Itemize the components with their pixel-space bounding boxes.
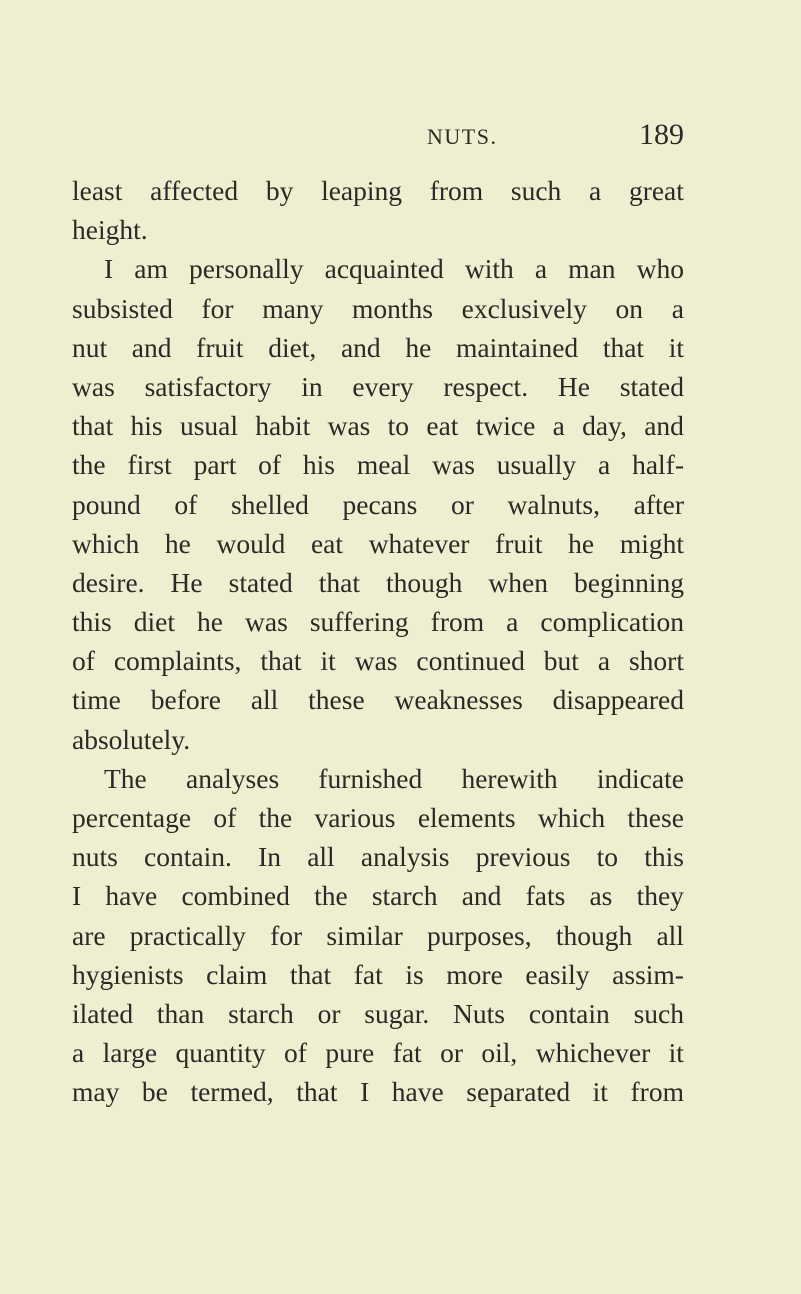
- text-line: pound of shelled pecans or walnuts, after: [72, 488, 684, 520]
- page-number: 189: [639, 118, 684, 151]
- text-line: least affected by leaping from such a great: [72, 175, 684, 206]
- text-line: the first part of his meal was usually a half-: [72, 449, 684, 481]
- text-line: nuts contain. In all analysis previous to this: [72, 841, 684, 873]
- text-line: height.: [72, 214, 148, 246]
- text-line: are practically for similar purposes, though all: [72, 919, 684, 951]
- body-text: [72, 171, 684, 1112]
- section-title: NUTS.: [427, 124, 498, 149]
- text-line: desire. He stated that though when beginning: [72, 566, 684, 598]
- text-line: ilated than starch or sugar. Nuts contain such: [72, 997, 684, 1029]
- text-line: of complaints, that it was continued but a short: [72, 645, 684, 677]
- text-line: hygienists claim that fat is more easily assim-: [72, 958, 684, 990]
- text-line: I am personally acquainted with a man who: [104, 253, 684, 285]
- text-line: percentage of the various elements which these: [72, 802, 684, 833]
- text-line: subsisted for many months exclusively on a: [72, 292, 684, 324]
- text-line: The analyses furnished herewith indicate: [104, 762, 684, 794]
- text-line: a large quantity of pure fat or oil, whichever it: [72, 1037, 684, 1069]
- running-head: [72, 118, 684, 158]
- text-line: nut and fruit diet, and he maintained that it: [72, 331, 684, 363]
- text-line: time before all these weaknesses disappeared: [72, 684, 684, 716]
- text-line: that his usual habit was to eat twice a day, and: [72, 410, 684, 442]
- text-line: absolutely.: [72, 723, 191, 755]
- text-line: was satisfactory in every respect. He stated: [72, 370, 684, 402]
- text-line: which he would eat whatever fruit he might: [72, 527, 684, 559]
- text-line: may be termed, that I have separated it from: [72, 1076, 684, 1108]
- text-line: this diet he was suffering from a complication: [72, 606, 684, 638]
- text-line: I have combined the starch and fats as they: [72, 880, 684, 912]
